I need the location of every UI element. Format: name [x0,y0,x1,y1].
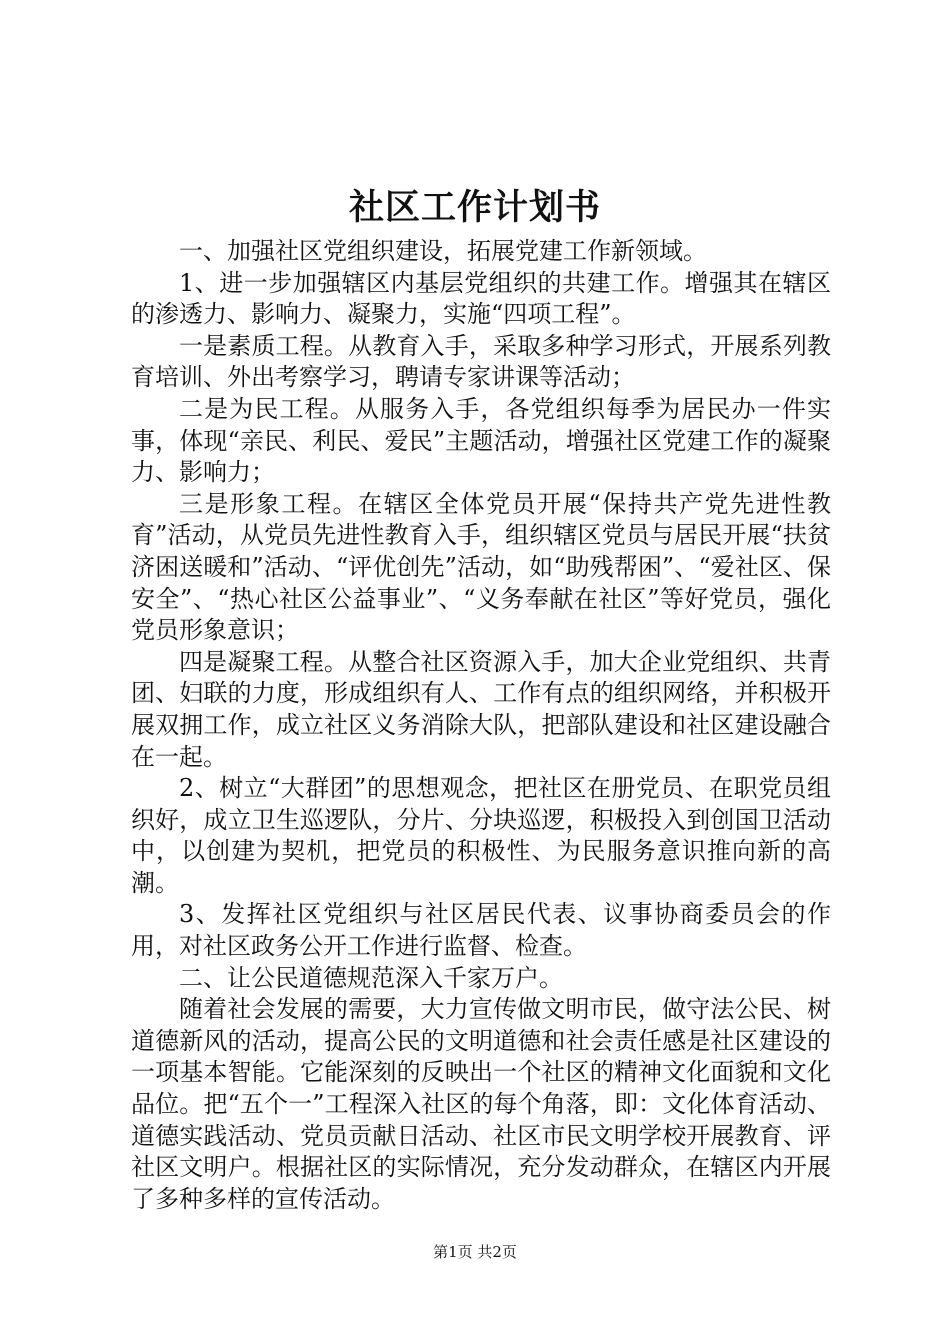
paragraph-section-2-heading: 二、让公民道德规范深入千家万户。 [179,963,563,992]
paragraph-cohesion-project: 四是凝聚工程。从整合社区资源入手，加大企业党组织、共青团、妇联的力度，形成组织有人、工作有点的组织网络，并积极开展双拥工作，成立社区义务消除大队，把部队建设和社区建设融合在一起。 [131,647,831,771]
document-body [131,236,831,1215]
paragraph-item-2: 2、树立“大群团”的思想观念，把社区在册党员、在职党员组织好，成立卫生巡逻队，分片、分块巡逻，积极投入到创国卫活动中，以创建为契机，把党员的积极性、为民服务意识推向新的高潮。 [131,774,831,897]
page-number-footer: 第1页 共2页 [433,1243,517,1261]
document-title: 社区工作计划书 [348,187,601,228]
paragraph-section-1-heading: 一、加强社区党组织建设，拓展党建工作新领域。 [179,237,707,265]
paragraph-quality-project: 一是素质工程。从教育入手，采取多种学习形式，开展系列教育培训、外出考察学习，聘请专家讲课等活动； [131,331,831,392]
paragraph-image-project: 三是形象工程。在辖区全体党员开展“保持共产党先进性教育”活动，从党员先进性教育入手，组织辖区党员与居民开展“扶贫济困送暖和”活动、“评优创先”活动，如“助残帮困”、“爱社区、保安全”、“热心社区公益事业”、“义务奉献在社区”等好党员，强化党员形象意识； [131,489,831,645]
paragraph-morality-body: 随着社会发展的需要，大力宣传做文明市民，做守法公民、树道德新风的活动，提高公民的文明道德和社会责任感是社区建设的一项基本智能。它能深刻的反映出一个社区的精神文化面貌和文化品位。把“五个一”工程深入社区的每个角落，即：文化体育活动、道德实践活动、党员贡献日活动、社区市民文明学校开展教育、评社区文明户。根据社区的实际情况，充分发动群众，在辖区内开展了多种多样的宣传活动。 [131,995,831,1213]
paragraph-item-3: 3、发挥社区党组织与社区居民代表、议事协商委员会的作用，对社区政务公开工作进行监督、检查。 [131,900,831,961]
paragraph-item-1: 1、进一步加强辖区内基层党组织的共建工作。增强其在辖区的渗透力、影响力、凝聚力，实施“四项工程”。 [131,268,831,329]
paragraph-people-project: 二是为民工程。从服务入手，各党组织每季为居民办一件实事，体现“亲民、利民、爱民”主题活动，增强社区党建工作的凝聚力、影响力； [131,394,831,487]
